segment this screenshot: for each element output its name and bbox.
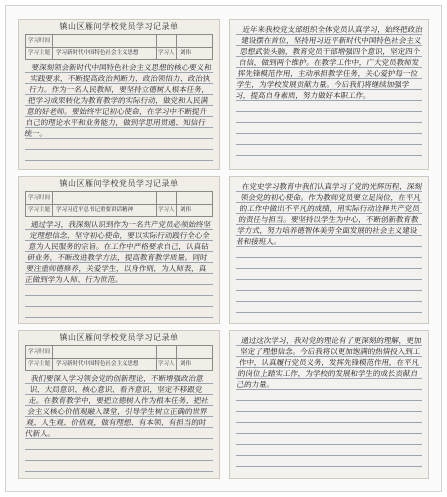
form-field-grid xyxy=(25,34,213,60)
handwritten-notes: 要深刻领会新时代中国特色社会主义思想的核心要义和实践要求，不断提高政治判断力、政治领悟力、政治执行力。作为一名人民教师，要坚持立德树人根本任务，把学习成果转化为教育教学的实际行动，做党和人民满意的好老师。要始终牢记初心使命，在学习中不断提升自己的理论水平和业务能力，做到学思用贯通、知信行统一。 xyxy=(24,63,212,138)
form-field-grid xyxy=(25,191,213,217)
handwritten-notes: 在党史学习教育中我们认真学习了党的光辉历程，深刻领会党的初心使命。作为教师党员要立足岗位，在平凡的工作中做出不平凡的成绩，用实际行动诠释共产党员的责任与担当。要坚持以学生为中心，不断创新教育教学方式，努力培养德智体美劳全面发展的社会主义建设者和接班人。 xyxy=(235,182,423,246)
field-topic-label: 学习主题 xyxy=(28,50,51,56)
ruled-area xyxy=(236,181,422,319)
handwritten-notes: 通过这次学习，我对党的理论有了更深刻的理解，更加坚定了理想信念。今后我将以更加饱满的热情投入到工作中，认真履行党员义务，发挥先锋模范作用，在平凡的岗位上踏实工作，为学校的发展和学生的成长贡献自己的力量。 xyxy=(236,336,422,389)
field-person-value: 刘伟 xyxy=(180,361,192,367)
form-header: 镇山区雁问学校党员学习记录单 xyxy=(59,333,179,342)
ruled-area xyxy=(236,24,422,165)
field-time-label: 学习时间 xyxy=(28,38,51,44)
field-person-label: 学习人 xyxy=(158,50,175,56)
study-record-photo-4 xyxy=(230,177,428,323)
study-record-photo-6 xyxy=(230,331,428,478)
form-header: 镇山区雁问学校党员学习记录单 xyxy=(59,179,179,188)
field-topic-value: 学习新时代中国特色社会主义思想 xyxy=(56,361,139,367)
field-person-label: 学习人 xyxy=(158,361,175,367)
form-field-grid xyxy=(25,345,213,371)
field-person-label: 学习人 xyxy=(158,207,175,213)
form-header: 镇山区雁问学校党员学习记录单 xyxy=(59,22,179,31)
ruled-area xyxy=(25,219,213,319)
field-time-label: 学习时间 xyxy=(28,349,51,355)
handwritten-notes: 近年来我校党支部组织全体党员认真学习，始终把政治建设摆在首位，坚持用习近平新时代中国特色社会主义思想武装头脑，教育党员干部增强四个意识，坚定四个自信，做到两个维护。在教学工作中，广大党员教师发挥先锋模范作用，主动承担教学任务，关心爱护每一位学生，为学校发展贡献力量。今后我们将继续加强学习，提高自身素质，努力做好本职工作。 xyxy=(235,25,423,100)
ruled-area xyxy=(25,62,213,165)
handwritten-notes: 通过学习，我深刻认识到作为一名共产党员必须始终坚定理想信念，坚守初心使命，要以实际行动践行全心全意为人民服务的宗旨。在工作中严格要求自己，认真钻研业务，不断改进教学方法，提高教育教学质量。同时要注重师德修养，关爱学生，以身作则，为人师表，真正做到学为人师、行为世范。 xyxy=(24,220,212,284)
field-person-value: 刘伟 xyxy=(180,207,192,213)
study-record-photo-2 xyxy=(230,20,428,169)
field-topic-label: 学习主题 xyxy=(28,207,51,213)
study-record-photo-1 xyxy=(19,20,219,169)
study-record-photo-3 xyxy=(19,177,219,323)
field-person-value: 刘伟 xyxy=(180,50,192,56)
handwritten-notes: 我们要深入学习领会党的创新理论，不断增强政治意识、大局意识、核心意识、看齐意识，坚定不移跟党走。在教育教学中，要把立德树人作为根本任务，把社会主义核心价值观融入课堂，引导学生树立正确的世界观、人生观、价值观，做有理想、有本领、有担当的时代新人。 xyxy=(24,374,210,438)
field-topic-label: 学习主题 xyxy=(28,361,51,367)
field-topic-value: 学习新时代中国特色社会主义思想 xyxy=(56,50,139,56)
field-time-label: 学习时间 xyxy=(28,195,51,201)
ruled-area xyxy=(236,335,422,474)
study-record-photo-5 xyxy=(19,331,219,478)
field-topic-value: 学习习近平总书记重要讲话精神 xyxy=(56,207,134,213)
ruled-area xyxy=(25,373,213,474)
